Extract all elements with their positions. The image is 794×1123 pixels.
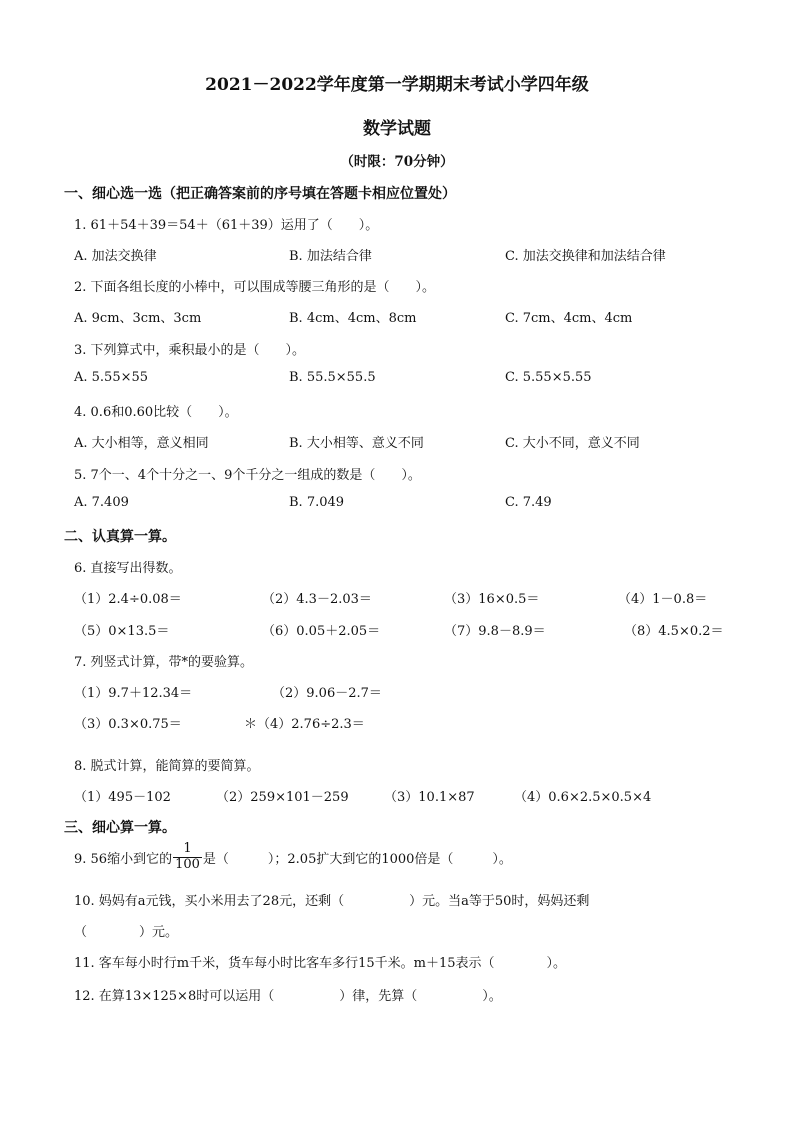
- question-5-option-a: A. 7.409: [74, 495, 129, 510]
- question-12-stem: 12. 在算13×125×8时可以运用（ ）律，先算（ ）。: [74, 989, 502, 1004]
- question-9-text-before: 9. 56缩小到它的: [74, 851, 173, 867]
- question-6-item: （1）2.4÷0.08＝: [74, 592, 182, 607]
- question-8-item: （2）259×101－259: [216, 790, 349, 805]
- question-10-line-2: （ ）元。: [74, 925, 179, 940]
- time-limit: （时限：70分钟）: [340, 154, 454, 170]
- question-3-option-b: B. 55.5×55.5: [289, 370, 376, 385]
- question-5-stem: 5. 7个一、4个十分之一、9个千分之一组成的数是（ ）。: [74, 468, 421, 483]
- question-1-option-c: C. 加法交换律和加法结合律: [505, 249, 666, 264]
- question-5-option-b: B. 7.049: [289, 495, 345, 510]
- question-6-item: （2）4.3－2.03＝: [262, 592, 372, 607]
- section-heading-3: 三、细心算一算。: [64, 820, 176, 836]
- question-6-stem: 6. 直接写出得数。: [74, 561, 182, 576]
- fraction-denominator: 100: [175, 856, 200, 872]
- exam-subject: 数学试题: [363, 119, 431, 139]
- question-6-item: （6）0.05＋2.05＝: [262, 624, 381, 639]
- question-6-item: （5）0×13.5＝: [74, 624, 170, 639]
- question-2-option-a: A. 9cm、3cm、3cm: [74, 311, 202, 326]
- question-1-option-b: B. 加法结合律: [289, 249, 372, 264]
- question-10-line-1: 10. 妈妈有a元钱，买小米用去了28元，还剩（ ）元。当a等于50时，妈妈还剩: [74, 894, 590, 909]
- question-1-option-a: A. 加法交换律: [74, 249, 157, 264]
- section-heading-2: 二、认真算一算。: [64, 529, 176, 545]
- question-6-item: （8）4.5×0.2＝: [624, 624, 724, 639]
- question-8-item: （1）495－102: [74, 790, 171, 805]
- question-7-item: （1）9.7＋12.34＝: [74, 686, 193, 701]
- fraction-numerator: 1: [183, 841, 192, 856]
- question-11-stem: 11. 客车每小时行m千米，货车每小时比客车多行15千米。m＋15表示（ ）。: [74, 956, 567, 971]
- question-3-stem: 3. 下列算式中，乘积最小的是（ ）。: [74, 343, 306, 358]
- question-4-option-b: B. 大小相等、意义不同: [289, 436, 424, 451]
- fraction-one-hundredth: [173, 842, 202, 873]
- question-9-text-after: 是（ ）；2.05扩大到它的1000倍是（ ）。: [202, 851, 512, 867]
- question-3-option-c: C. 5.55×5.55: [505, 370, 592, 385]
- question-3-option-a: A. 5.55×55: [74, 370, 149, 385]
- question-8-item: （4）0.6×2.5×0.5×4: [514, 790, 652, 805]
- question-6-item: （4）1－0.8＝: [618, 592, 708, 607]
- question-4-option-c: C. 大小不同，意义不同: [505, 436, 640, 451]
- question-7-stem: 7. 列竖式计算，带*的要验算。: [74, 655, 254, 670]
- exam-title: 2021－2022学年度第一学期期末考试小学四年级: [205, 75, 589, 95]
- question-7-item: （3）0.3×0.75＝: [74, 717, 182, 732]
- question-8-stem: 8. 脱式计算，能简算的要简算。: [74, 759, 260, 774]
- question-5-option-c: C. 7.49: [505, 495, 552, 510]
- section-heading-1: 一、细心选一选（把正确答案前的序号填在答题卡相应位置处）: [64, 186, 456, 202]
- question-2-option-b: B. 4cm、4cm、8cm: [289, 311, 417, 326]
- question-1-stem: 1. 61＋54＋39＝54＋（61＋39）运用了（ ）。: [74, 218, 379, 233]
- question-6-item: （7）9.8－8.9＝: [444, 624, 546, 639]
- question-7-item: ＊（4）2.76÷2.3＝: [244, 717, 365, 732]
- question-4-option-a: A. 大小相等，意义相同: [74, 436, 209, 451]
- question-4-stem: 4. 0.6和0.60比较（ ）。: [74, 405, 238, 420]
- question-7-item: （2）9.06－2.7＝: [272, 686, 382, 701]
- question-8-item: （3）10.1×87: [384, 790, 475, 805]
- question-6-item: （3）16×0.5＝: [444, 592, 540, 607]
- question-2-option-c: C. 7cm、4cm、4cm: [505, 311, 633, 326]
- question-2-stem: 2. 下面各组长度的小棒中，可以围成等腰三角形的是（ ）。: [74, 280, 436, 295]
- question-9: [74, 842, 512, 873]
